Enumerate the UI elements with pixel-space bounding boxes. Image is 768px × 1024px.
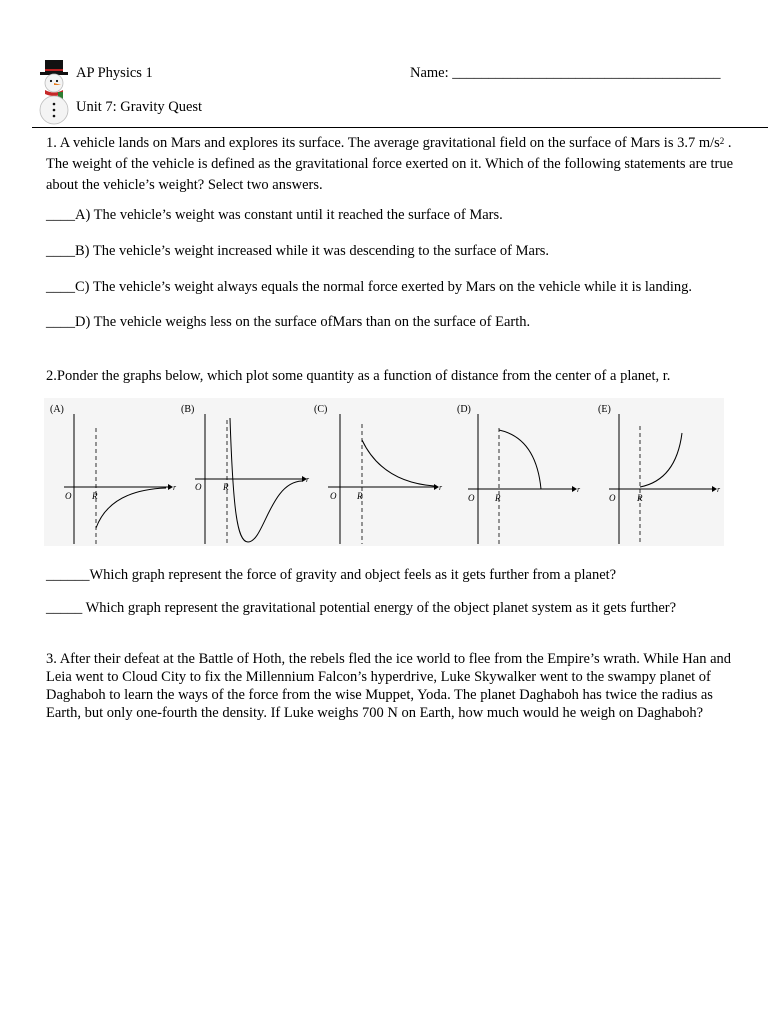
svg-text:R: R	[357, 491, 363, 501]
q2-energy-question[interactable]: _____ Which graph represent the gravitational potential energy of the object planet system as it gets further?	[46, 600, 677, 616]
svg-text:r: r	[306, 475, 310, 484]
svg-text:O: O	[468, 493, 475, 503]
graph-c-label: (C)	[314, 404, 328, 415]
graph-e-label: (E)	[598, 404, 611, 415]
svg-text:R: R	[92, 491, 98, 501]
svg-text:R: R	[223, 482, 229, 492]
svg-text:R: R	[637, 493, 643, 503]
q2-force-question[interactable]: ______Which graph represent the force of gravity and object feels as it gets further from a planet?	[46, 567, 617, 583]
name-field[interactable]	[410, 64, 721, 83]
q1-choice-b[interactable]: ____B) The vehicle’s weight increased while it was descending to the surface of Mars.	[46, 243, 550, 259]
svg-text:r: r	[577, 485, 581, 494]
q1-stem-text-cont: . The weight of the vehicle is defined as the gravitational force exerted on it. Which of the following statements are true about the vehicle’s weight? Select two answers.	[46, 135, 734, 193]
question-2-stem: 2.Ponder the graphs below, which plot some quantity as a function of distance from the center of a planet, r.	[46, 368, 671, 384]
svg-text:r: r	[717, 485, 721, 494]
graph-a-label: (A)	[50, 404, 64, 415]
header-divider	[32, 127, 768, 128]
name-label: Name:	[410, 65, 449, 81]
svg-text:r: r	[173, 483, 177, 492]
snowman-icon	[34, 60, 74, 126]
question-1-stem	[46, 133, 736, 196]
svg-text:O: O	[65, 491, 72, 501]
svg-text:O: O	[609, 493, 616, 503]
graphs-figure	[44, 398, 724, 546]
q1-choice-d[interactable]: ____D) The vehicle weighs less on the surface ofMars than on the surface of Earth.	[46, 314, 531, 330]
svg-text:O: O	[195, 482, 202, 492]
svg-text:R: R	[495, 493, 501, 503]
graph-b-label: (B)	[181, 404, 195, 415]
q1-choice-c[interactable]: ____C) The vehicle’s weight always equals the normal force exerted by Mars on the vehicle while it is landing.	[46, 279, 693, 295]
graph-d-label: (D)	[457, 404, 471, 415]
name-blank: _____________________________________	[448, 65, 721, 81]
q1-stem-text: 1. A vehicle lands on Mars and explores its surface. The average gravitational field on the surface of Mars is 3.7 m/s	[46, 135, 720, 151]
svg-text:r: r	[439, 483, 443, 492]
question-3-text: 3. After their defeat at the Battle of Hoth, the rebels fled the ice world to flee from the Empire’s wrath. While Han and Leia went to Cloud City to fix the Millennium Falcon’s hyperdrive, Luke Skywalker went to the swampy planet of Daghaboh to learn the ways of the force from the wise Muppet, Yoda. The planet Daghaboh has twice the radius as Earth, but only one-fourth the density. If Luke weighs 700 N on Earth, how much would he weigh on Daghaboh?	[46, 651, 732, 721]
svg-text:O: O	[330, 491, 337, 501]
course-title: AP Physics 1	[76, 65, 153, 81]
unit-title: Unit 7: Gravity Quest	[76, 99, 203, 115]
q1-exponent: 2	[719, 136, 725, 146]
q1-choice-a[interactable]: ____A) The vehicle’s weight was constant until it reached the surface of Mars.	[46, 207, 503, 223]
